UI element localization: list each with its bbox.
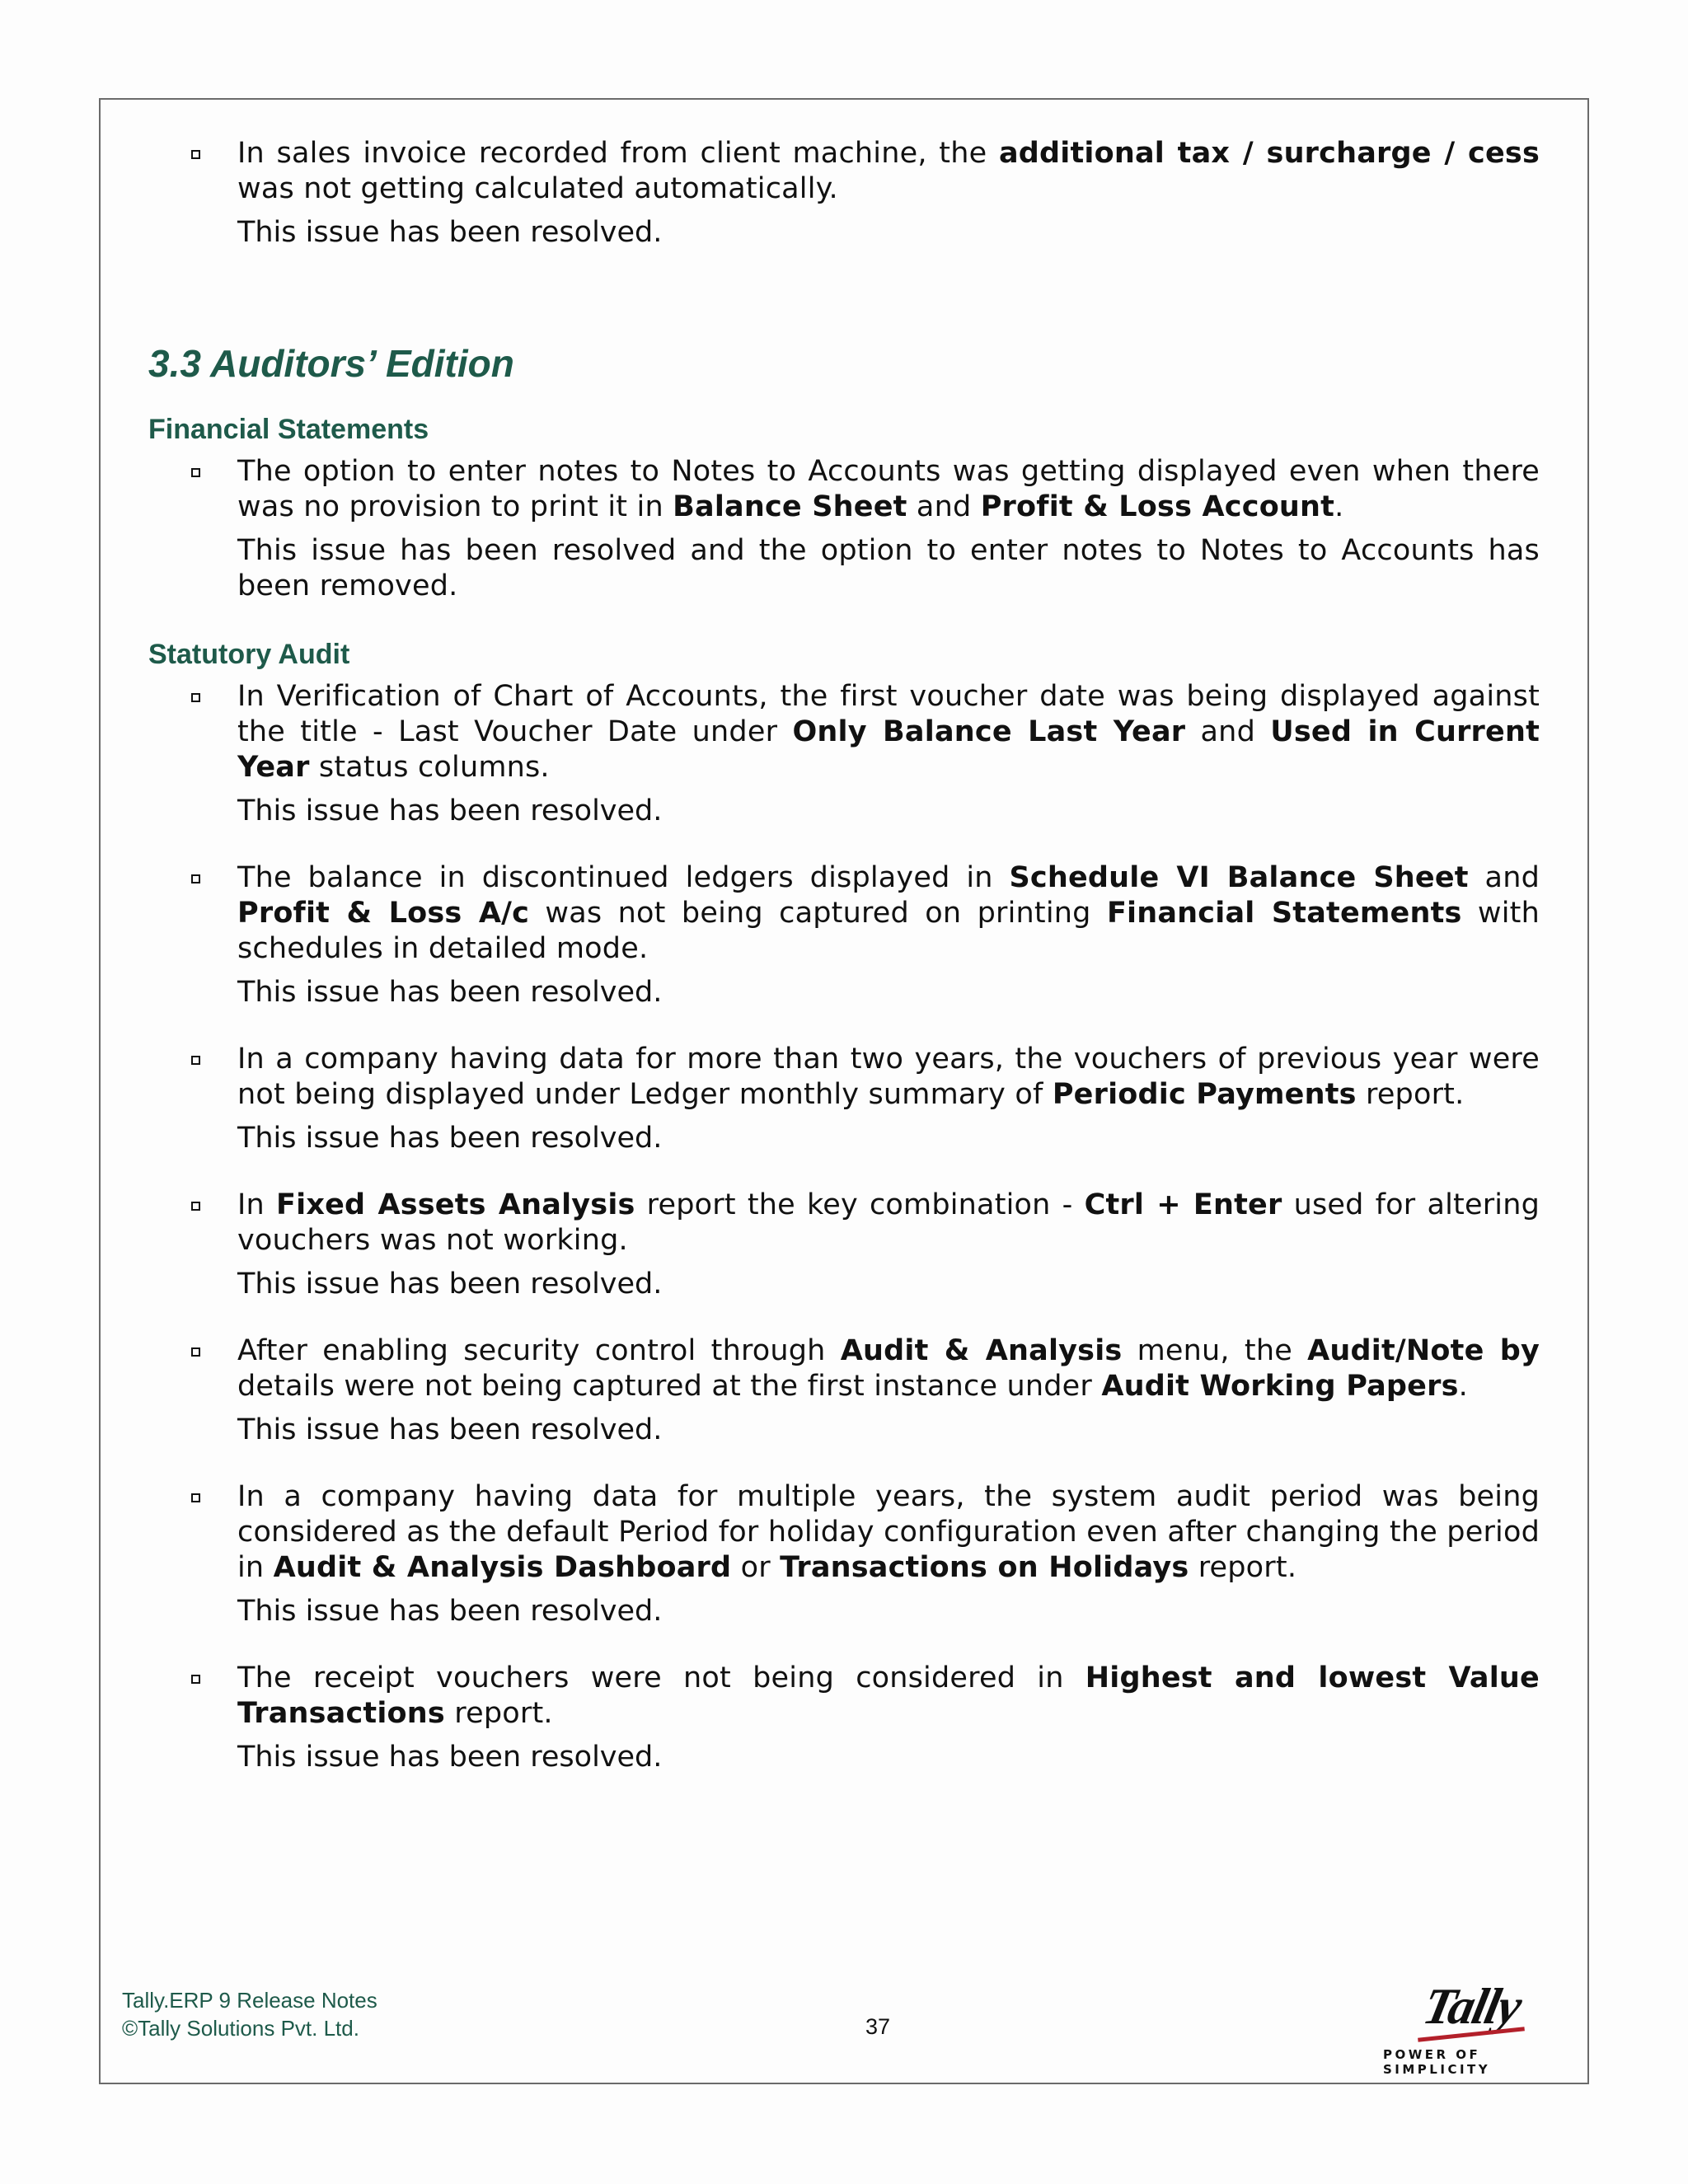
logo-wordmark: Tally xyxy=(1418,1979,1526,2035)
list-item xyxy=(148,454,1540,604)
square-bullet-icon xyxy=(191,1056,200,1065)
logo-tagline: POWER OF SIMPLICITY xyxy=(1383,2047,1491,2077)
resolution-text: This issue has been resolved and the option to enter notes to Notes to Accounts has been removed. xyxy=(237,534,1540,602)
square-bullet-icon xyxy=(191,468,200,477)
issue-text: After enabling security control through Audit & Analysis menu, the Audit/Note by details were not being captured at the first instance under Audit Working Papers. xyxy=(237,1334,1540,1403)
list-item xyxy=(148,1333,1540,1448)
footer-doc-info xyxy=(122,1986,377,2042)
list-item xyxy=(148,1661,1540,1775)
resolution-text: This issue has been resolved. xyxy=(237,1122,663,1155)
resolution-text: This issue has been resolved. xyxy=(237,1741,663,1774)
issue-text: In Verification of Chart of Accounts, the first voucher date was being displayed against the title - Last Voucher Date under Only Balance Last Year and Used in Current Year status columns. xyxy=(237,680,1540,784)
issue-text: The balance in discontinued ledgers displayed in Schedule VI Balance Sheet and Profit & Loss A/c was not being captured on printing Financial Statements with schedules in detailed mode. xyxy=(237,861,1540,965)
resolution-text: This issue has been resolved. xyxy=(237,1268,663,1301)
page-content xyxy=(148,136,1540,1775)
list-item xyxy=(148,1479,1540,1629)
section-title: 3.3 Auditors’ Edition xyxy=(148,342,514,385)
resolution-text: This issue has been resolved. xyxy=(237,1413,663,1446)
square-bullet-icon xyxy=(191,874,200,883)
resolution-text: This issue has been resolved. xyxy=(237,794,663,827)
subsection-title-statutory-audit: Statutory Audit xyxy=(148,639,350,670)
square-bullet-icon xyxy=(191,1675,200,1684)
resolution-text: This issue has been resolved. xyxy=(237,976,663,1009)
square-bullet-icon xyxy=(191,693,200,702)
list-item xyxy=(148,1042,1540,1156)
issue-text: In a company having data for multiple years, the system audit period was being considered as the default Period for holiday configuration even after changing the period in Audit & Analysis Dashboard or Transactions on Holidays report. xyxy=(237,1480,1540,1584)
issue-text: In sales invoice recorded from client machine, the additional tax / surcharge / cess was not getting calculated automatically. xyxy=(237,137,1540,205)
list-item xyxy=(148,860,1540,1010)
tally-logo xyxy=(1376,1978,1566,2077)
square-bullet-icon xyxy=(191,1347,200,1357)
list-item xyxy=(148,136,1540,251)
page-number: 37 xyxy=(865,2014,891,2039)
issue-text: In a company having data for more than two years, the vouchers of previous year were not being displayed under Ledger monthly summary of Periodic Payments report. xyxy=(237,1043,1540,1111)
square-bullet-icon xyxy=(191,1202,200,1211)
list-item xyxy=(148,1188,1540,1302)
issue-text: The option to enter notes to Notes to Accounts was getting displayed even when there was no provision to print it in Balance Sheet and Profit & Loss Account. xyxy=(237,455,1540,523)
resolution-text: This issue has been resolved. xyxy=(237,216,663,249)
issue-text: The receipt vouchers were not being considered in Highest and lowest Value Transactions report. xyxy=(237,1661,1540,1730)
square-bullet-icon xyxy=(191,1493,200,1502)
footer-doc-title: Tally.ERP 9 Release Notes xyxy=(122,1988,377,2013)
footer-copyright: ©Tally Solutions Pvt. Ltd. xyxy=(122,2016,359,2041)
issue-text: In Fixed Assets Analysis report the key combination - Ctrl + Enter used for altering vouchers was not working. xyxy=(237,1188,1540,1257)
list-item xyxy=(148,679,1540,829)
subsection-title-financial-statements: Financial Statements xyxy=(148,414,429,445)
square-bullet-icon xyxy=(191,150,200,159)
resolution-text: This issue has been resolved. xyxy=(237,1595,663,1628)
